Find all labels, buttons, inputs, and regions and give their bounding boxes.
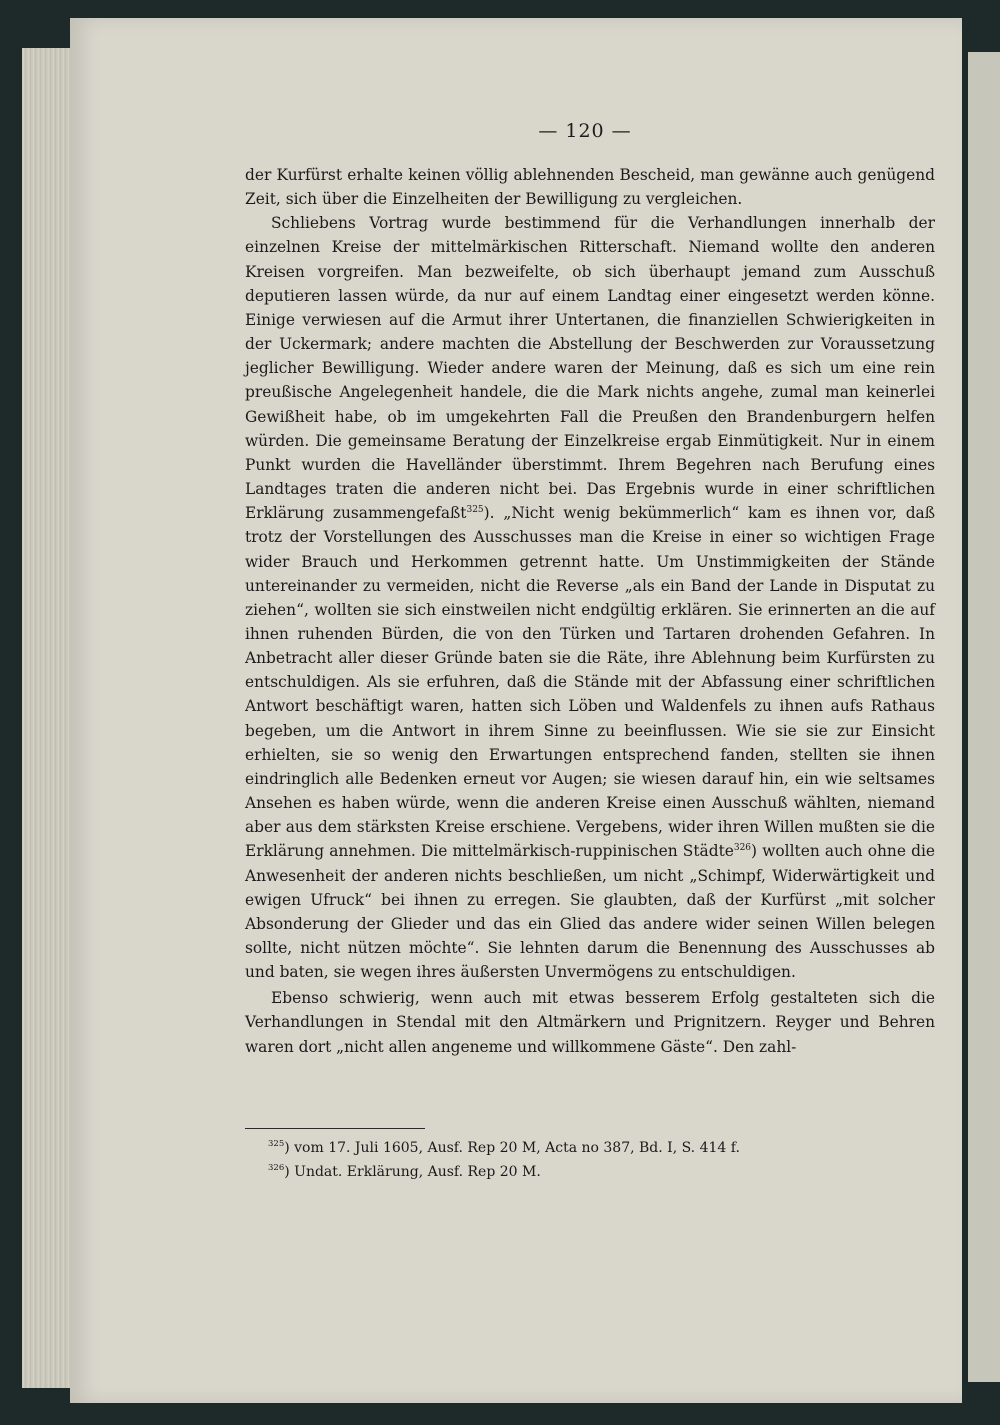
footnote-ref-326: 326 [733, 843, 752, 854]
paragraph-2-part-1: Schliebens Vortrag wurde bestimmend für die Verhandlungen innerhalb der einzelnen Kreise der mittelmärkischen Ritterschaft. Niemand wollte den anderen Kreisen vorgreifen. Man bezweifelte, ob sich überhaupt jemand zum Ausschuß deputieren lassen würde, da nur auf einem Landtag einer eingesetzt werden könne. Einige verwiesen auf die Armut ihrer Untertanen, die finanziellen Schwierigkeiten in der Uckermark; andere machten die Abstellung der Beschwerden zur Voraussetzung jeglicher Bewilligung. Wieder andere waren der Meinung, daß es sich um eine rein preußische Angelegenheit handele, die die Mark nichts angehe, zumal man keinerlei Gewißheit habe, ob im umgekehrten Fall die Preußen den Brandenburgern helfen würden. Die gemeinsame Beratung der Einzelkreise ergab Einmütigkeit. Nur in einem Punkt wurden die Havelländer überstimmt. Ihrem Begehren nach Berufung eines Landtages traten die anderen nicht bei. Das Ergebnis wurde in einer schriftlichen Erklärung zusammengefaßt [245, 214, 935, 523]
footnote-mark: 326 [268, 1163, 285, 1173]
page-number: — 120 — [538, 120, 632, 142]
footnote-text: ) vom 17. Juli 1605, Ausf. Rep 20 M, Acta no 387, Bd. I, S. 414 f. [284, 1140, 740, 1156]
paragraph-3: Ebenso schwierig, wenn auch mit etwas besserem Erfolg gestalteten sich die Verhandlungen in Stendal mit den Altmärkern und Prignitzern. Reyger und Behren waren dort „nicht allen angeneme und willkommene Gäste“. Den zahl- [245, 989, 935, 1056]
paragraph-2-part-2: ). „Nicht wenig bekümmerlich“ kam es ihnen vor, daß trotz der Vorstellungen des Ausschusses man die Kreise in einer so wichtigen Frage wider Brauch und Herkommen getrennt hatte. Um Unstimmigkeiten der Stände untereinander zu vermeiden, nicht die Reverse „als ein Band der Lande in Disputat zu ziehen“, wollten sie sich einstweilen nicht endgültig erklären. Sie erinnerten an die auf ihnen ruhenden Bürden, die von den Türken und Tartaren drohenden Gefahren. In Anbetracht aller dieser Gründe baten sie die Räte, ihre Ablehnung beim Kurfürsten zu entschuldigen. Als sie erfuhren, daß die Stände mit der Abfassung einer schriftlichen Antwort beschäftigt waren, hatten sich Löben und Waldenfels zu ihnen aufs Rathaus begeben, um die Antwort in ihrem Sinne zu beeinflussen. Wie sie sie zur Einsicht erhielten, sie so wenig den Erwartungen entsprechend fanden, stellten sie ihnen eindringlich alle Bedenken erneut vor Augen; sie wiesen darauf hin, ein wie seltsames Ansehen es haben würde, wenn die anderen Kreise einen Ausschuß wählten, niemand aber aus dem stärksten Kreise erschiene. Vergebens, wider ihren Willen mußten sie die Erklärung annehmen. Die mittelmärkisch-ruppinischen Städte [245, 504, 936, 861]
paragraph-1: der Kurfürst erhalte keinen völlig ablehnenden Bescheid, man gewänne auch genügend Zeit, sich über die Einzelheiten der Bewilligung zu vergleichen. [245, 166, 935, 209]
footnote-326 [268, 1160, 928, 1184]
footnotes [268, 1136, 928, 1184]
footnote-325 [268, 1136, 928, 1160]
paragraph-2-part-3: ) wollten auch ohne die Anwesenheit der anderen nichts beschließen, um nicht „Schimpf, Widerwärtigkeit und ewigen Ufruck“ bei ihnen zu erregen. Sie glaubten, daß der Kurfürst „mit solcher Absonderung der Glieder und das ein Glied das andere wider seinen Willen belegen sollte, nicht nützen möchte“. Sie lehnten darum die Benennung des Ausschusses ab und baten, sie wegen ihres äußersten Unvermögens zu entschuldigen. [245, 842, 935, 982]
paragraph-2 [245, 211, 935, 984]
next-page-edge [968, 52, 1000, 1382]
footnote-mark: 325 [268, 1139, 285, 1149]
footnote-ref-325: 325 [466, 505, 484, 516]
footnote-text: ) Undat. Erklärung, Ausf. Rep 20 M. [284, 1164, 541, 1180]
footnote-rule [245, 1128, 425, 1129]
body-text [245, 163, 935, 1059]
